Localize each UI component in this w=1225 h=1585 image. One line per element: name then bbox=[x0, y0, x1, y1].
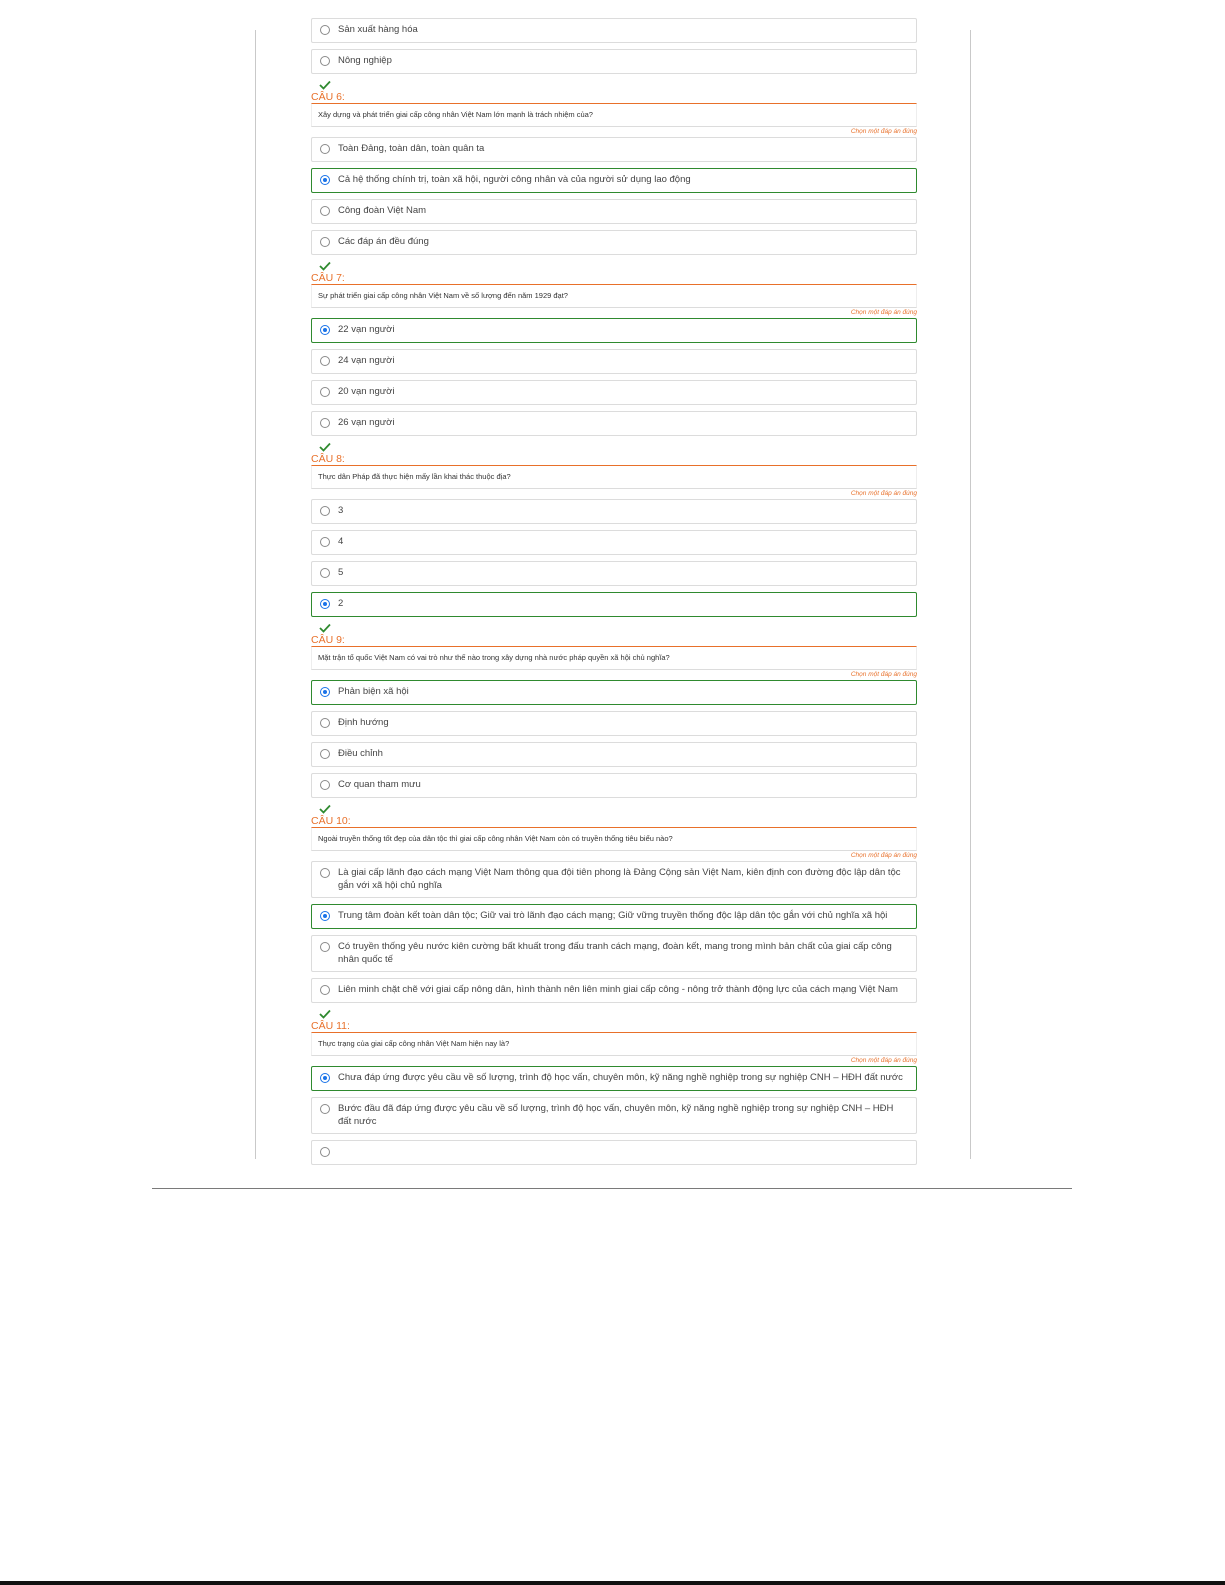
radio-selected-icon[interactable] bbox=[320, 911, 330, 921]
answer-option[interactable] bbox=[311, 411, 917, 436]
answer-option-label: Bước đầu đã đáp ứng được yêu cầu về số lượng, trình độ học vấn, chuyên môn, kỹ năng nghề nghiệp trong sự nghiệp CNH – HĐH đất nước bbox=[338, 1103, 894, 1127]
question-number: CÂU 11: bbox=[311, 1020, 350, 1032]
question-number: CÂU 8: bbox=[311, 453, 345, 465]
question-hint: Chọn một đáp án đúng bbox=[850, 852, 917, 859]
answer-option-label: 20 vạn người bbox=[338, 386, 395, 398]
answer-option[interactable] bbox=[311, 711, 917, 736]
page-bottom-border bbox=[0, 1581, 1225, 1585]
answer-option-label: Chưa đáp ứng được yêu cầu về số lượng, trình độ học vấn, chuyên môn, kỹ năng nghề nghiệp trong sự nghiệp CNH – HĐH đất nước bbox=[338, 1072, 903, 1084]
answer-option[interactable] bbox=[311, 592, 917, 617]
radio-empty-icon[interactable] bbox=[320, 985, 330, 995]
answer-option[interactable] bbox=[311, 380, 917, 405]
radio-selected-icon[interactable] bbox=[320, 175, 330, 185]
radio-selected-icon[interactable] bbox=[320, 1073, 330, 1083]
answer-option[interactable] bbox=[311, 168, 917, 193]
answer-option-label: Các đáp án đều đúng bbox=[338, 236, 429, 248]
radio-empty-icon[interactable] bbox=[320, 206, 330, 216]
answer-option-label: Sản xuất hàng hóa bbox=[338, 24, 418, 36]
answered-check-icon bbox=[319, 442, 331, 452]
answer-option[interactable] bbox=[311, 1066, 917, 1091]
answer-option[interactable] bbox=[311, 499, 917, 524]
radio-empty-icon[interactable] bbox=[320, 237, 330, 247]
answer-option-label: 4 bbox=[338, 536, 344, 548]
answer-option[interactable] bbox=[311, 349, 917, 374]
answer-option-label: 26 vạn người bbox=[338, 417, 395, 429]
radio-empty-icon[interactable] bbox=[320, 718, 330, 728]
answer-option[interactable] bbox=[311, 680, 917, 705]
radio-empty-icon[interactable] bbox=[320, 1147, 330, 1157]
answer-option-label: Định hướng bbox=[338, 717, 389, 729]
answered-check-icon bbox=[319, 80, 331, 90]
answer-option[interactable] bbox=[311, 561, 917, 586]
answer-option[interactable] bbox=[311, 1097, 917, 1134]
question-number: CÂU 9: bbox=[311, 634, 345, 646]
answer-option[interactable] bbox=[311, 18, 917, 43]
radio-empty-icon[interactable] bbox=[320, 144, 330, 154]
question-text: Thực dân Pháp đã thực hiện mấy lần khai thác thuộc địa? bbox=[311, 465, 917, 489]
answer-option-label: 2 bbox=[338, 598, 344, 610]
answer-option-label: 24 vạn người bbox=[338, 355, 395, 367]
question-number: CÂU 10: bbox=[311, 815, 351, 827]
radio-selected-icon[interactable] bbox=[320, 325, 330, 335]
footer-divider bbox=[152, 1188, 1072, 1189]
question-block bbox=[311, 80, 917, 255]
answer-option-label: 22 vạn người bbox=[338, 324, 395, 336]
radio-empty-icon[interactable] bbox=[320, 356, 330, 366]
question-hint: Chọn một đáp án đúng bbox=[850, 128, 917, 135]
answer-option-label: Có truyền thống yêu nước kiên cường bất khuất trong đấu tranh cách mạng, đoàn kết, mang trong mình bản chất của giai cấp công nhân quốc tế bbox=[338, 941, 892, 965]
answer-option-label: Cả hệ thống chính trị, toàn xã hội, người công nhân và của người sử dụng lao động bbox=[338, 174, 691, 186]
answer-option-label: Toàn Đảng, toàn dân, toàn quân ta bbox=[338, 143, 485, 155]
question-number: CÂU 6: bbox=[311, 91, 345, 103]
radio-empty-icon[interactable] bbox=[320, 568, 330, 578]
answered-check-icon bbox=[319, 623, 331, 633]
answered-check-icon bbox=[319, 1009, 331, 1019]
answer-option[interactable] bbox=[311, 861, 917, 898]
question-text: Thực trạng của giai cấp công nhân Việt Nam hiện nay là? bbox=[311, 1032, 917, 1056]
answered-check-icon bbox=[319, 261, 331, 271]
question-text: Ngoài truyền thống tốt đẹp của dân tộc thì giai cấp công nhân Việt Nam còn có truyền thống tiêu biểu nào? bbox=[311, 827, 917, 851]
radio-selected-icon[interactable] bbox=[320, 687, 330, 697]
answer-option[interactable] bbox=[311, 935, 917, 972]
radio-empty-icon[interactable] bbox=[320, 942, 330, 952]
answer-option-label: Công đoàn Việt Nam bbox=[338, 205, 427, 217]
answer-option[interactable] bbox=[311, 742, 917, 767]
question-block bbox=[311, 261, 917, 436]
answer-option[interactable] bbox=[311, 1140, 917, 1165]
answer-option-label: Điều chỉnh bbox=[338, 748, 383, 760]
question-text: Sự phát triển giai cấp công nhân Việt Nam về số lượng đến năm 1929 đạt? bbox=[311, 284, 917, 308]
radio-empty-icon[interactable] bbox=[320, 56, 330, 66]
question-hint: Chọn một đáp án đúng bbox=[850, 309, 917, 316]
answer-option-label: 5 bbox=[338, 567, 344, 579]
answer-option[interactable] bbox=[311, 230, 917, 255]
question-text: Mặt trận tổ quốc Việt Nam có vai trò như thế nào trong xây dựng nhà nước pháp quyền xã hội chủ nghĩa? bbox=[311, 646, 917, 670]
answer-option[interactable] bbox=[311, 199, 917, 224]
answer-option[interactable] bbox=[311, 904, 917, 929]
question-text: Xây dựng và phát triển giai cấp công nhân Việt Nam lớn mạnh là trách nhiệm của? bbox=[311, 103, 917, 127]
answer-option-label: Phản biện xã hội bbox=[338, 686, 409, 698]
radio-empty-icon[interactable] bbox=[320, 868, 330, 878]
radio-empty-icon[interactable] bbox=[320, 1104, 330, 1114]
answer-option-label: Nông nghiệp bbox=[338, 55, 392, 67]
answer-option-label: Là giai cấp lãnh đạo cách mạng Việt Nam thông qua đội tiên phong là Đảng Cộng sản Việt Nam, kiên định con đường độc lập dân tộc gắn với xã hội chủ nghĩa bbox=[338, 867, 901, 891]
radio-empty-icon[interactable] bbox=[320, 537, 330, 547]
quiz-content-panel bbox=[255, 24, 971, 1159]
answer-option[interactable] bbox=[311, 49, 917, 74]
question-block bbox=[311, 804, 917, 1003]
answer-option[interactable] bbox=[311, 773, 917, 798]
quiz-list bbox=[311, 18, 917, 1171]
question-block bbox=[311, 442, 917, 617]
question-block bbox=[311, 1009, 917, 1165]
question-hint: Chọn một đáp án đúng bbox=[850, 671, 917, 678]
answer-option[interactable] bbox=[311, 137, 917, 162]
radio-selected-icon[interactable] bbox=[320, 599, 330, 609]
radio-empty-icon[interactable] bbox=[320, 780, 330, 790]
radio-empty-icon[interactable] bbox=[320, 25, 330, 35]
answer-option-label: Trung tâm đoàn kết toàn dân tộc; Giữ vai trò lãnh đạo cách mạng; Giữ vững truyền thống độc lập dân tộc gắn với chủ nghĩa xã hội bbox=[338, 910, 888, 922]
answer-option-label: Liên minh chặt chẽ với giai cấp nông dân, hình thành nên liên minh giai cấp công - nông trở thành động lực của cách mạng Việt Nam bbox=[338, 984, 898, 996]
radio-empty-icon[interactable] bbox=[320, 749, 330, 759]
radio-empty-icon[interactable] bbox=[320, 506, 330, 516]
answer-option[interactable] bbox=[311, 530, 917, 555]
radio-empty-icon[interactable] bbox=[320, 387, 330, 397]
radio-empty-icon[interactable] bbox=[320, 418, 330, 428]
question-hint: Chọn một đáp án đúng bbox=[850, 490, 917, 497]
answer-option-label: 3 bbox=[338, 505, 344, 517]
answer-option-label: Cơ quan tham mưu bbox=[338, 779, 421, 791]
question-block bbox=[311, 623, 917, 798]
question-hint: Chọn một đáp án đúng bbox=[850, 1057, 917, 1064]
answered-check-icon bbox=[319, 804, 331, 814]
answer-option[interactable] bbox=[311, 318, 917, 343]
question-number: CÂU 7: bbox=[311, 272, 345, 284]
answer-option[interactable] bbox=[311, 978, 917, 1003]
